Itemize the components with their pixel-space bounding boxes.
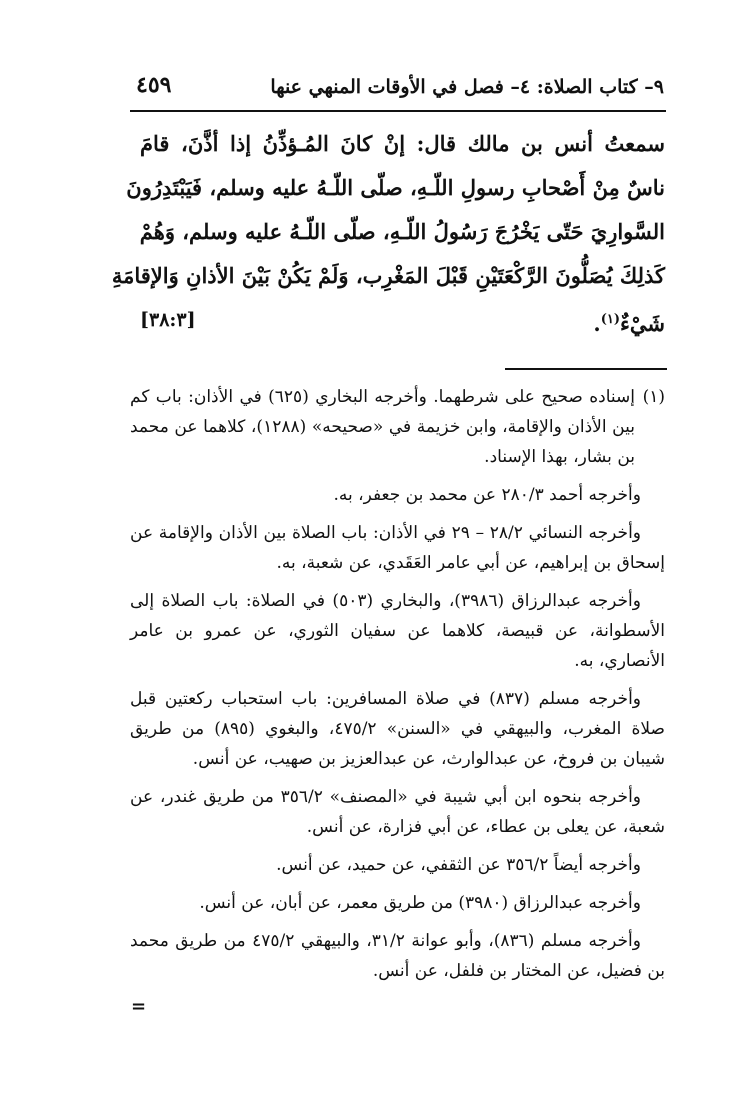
hadith-line-2: ناسٌ مِنْ أَصْحابِ رسولِ اللّـهِ، صلّى اللّـهُ عليه وسلم، فَيَبْتَدِرُونَ: [126, 175, 665, 200]
hadith-last-word: شَيْءٌ: [620, 311, 665, 336]
hadith-reference: [٣٨:٣]: [140, 309, 196, 331]
footnote-paragraph: وأخرجه أحمد ٢٨٠/٣ عن محمد بن جعفر، به.: [333, 485, 641, 505]
continuation-mark: =: [131, 996, 147, 1017]
hadith-line-5: [140, 298, 665, 346]
hadith-text: [111, 122, 665, 346]
header-rule: [130, 110, 666, 112]
footnote-1: [130, 382, 665, 472]
page-header: [136, 66, 664, 110]
footnote-marker: (١): [600, 312, 621, 327]
running-head: ٩– كتاب الصلاة: ٤– فصل في الأوقات المنهي عنها: [270, 76, 664, 98]
footnotes: [130, 382, 665, 994]
footnote-paragraph: وأخرجه مسلم (٨٣٧) في صلاة المسافرين: باب استحباب ركعتين قبل صلاة المغرب، والبيهقي في «السنن» ٤٧٥/٢، والبغوي (٨٩٥) من طريق شيبان بن فروخ، عن عبدالوارث، عن عبدالعزيز بن صهيب، عن أنس.: [130, 689, 665, 769]
hadith-line-3: السَّوارِيَ حَتّى يَخْرُجَ رَسُولُ اللّـهِ، صلّى اللّـهُ عليه وسلم، وَهُمْ: [139, 219, 665, 244]
footnote-paragraph: وأخرجه عبدالرزاق (٣٩٨٦)، والبخاري (٥٠٣) في الصلاة: باب الصلاة إلى الأسطوانة، عن قبيصة، كلاهما عن سفيان الثوري، عن عمرو بن عامر الأنصاري، به.: [130, 591, 665, 671]
footnote-paragraph: وأخرجه عبدالرزاق (٣٩٨٠) من طريق معمر، عن أبان، عن أنس.: [199, 893, 641, 913]
page-number: ٤٥٩: [136, 72, 172, 98]
hadith-line-4: كَذلِكَ يُصَلُّونَ الرَّكْعَتَيْنِ قَبْلَ المَغْرِب، وَلَمْ يَكُنْ بَيْنَ الأذانِ وَالإقامَةِ: [111, 263, 665, 288]
footnote-paragraph: وأخرجه مسلم (٨٣٦)، وأبو عوانة ٣١/٢، والبيهقي ٤٧٥/٢ من طريق محمد بن فضيل، عن المختار بن فلفل، عن أنس.: [130, 931, 665, 981]
footnote-paragraph: وأخرجه النسائي ٢٨/٢ – ٢٩ في الأذان: باب الصلاة بين الأذان والإقامة عن إسحاق بن إبراهيم، عن أبي عامر العَقَدي، عن شعبة، به.: [130, 523, 665, 573]
hadith-end-period: .: [593, 311, 601, 336]
hadith-line-1: سمعتُ أنس بن مالك قال: إنْ كانَ المُـؤذِّنُ إذا أذَّنَ، قامَ: [140, 131, 665, 156]
footnote-rule: [505, 368, 667, 370]
footnote-paragraph: وأخرجه بنحوه ابن أبي شيبة في «المصنف» ٣٥٦/٢ من طريق غندر، عن شعبة، عن يعلى بن عطاء، عن أبي فزارة، عن أنس.: [130, 787, 665, 837]
footnote-paragraph: وأخرجه أيضاً ٣٥٦/٢ عن الثقفي، عن حميد، عن أنس.: [276, 855, 641, 875]
footnote-first-paragraph: إسناده صحيح على شرطهما. وأخرجه البخاري (٦٢٥) في الأذان: باب كم بين الأذان والإقامة، وابن خزيمة في «صحيحه» (١٢٨٨)، كلاهما عن محمد بن بشار، بهذا الإسناد.: [130, 387, 636, 467]
footnote-number: (١): [642, 387, 665, 407]
